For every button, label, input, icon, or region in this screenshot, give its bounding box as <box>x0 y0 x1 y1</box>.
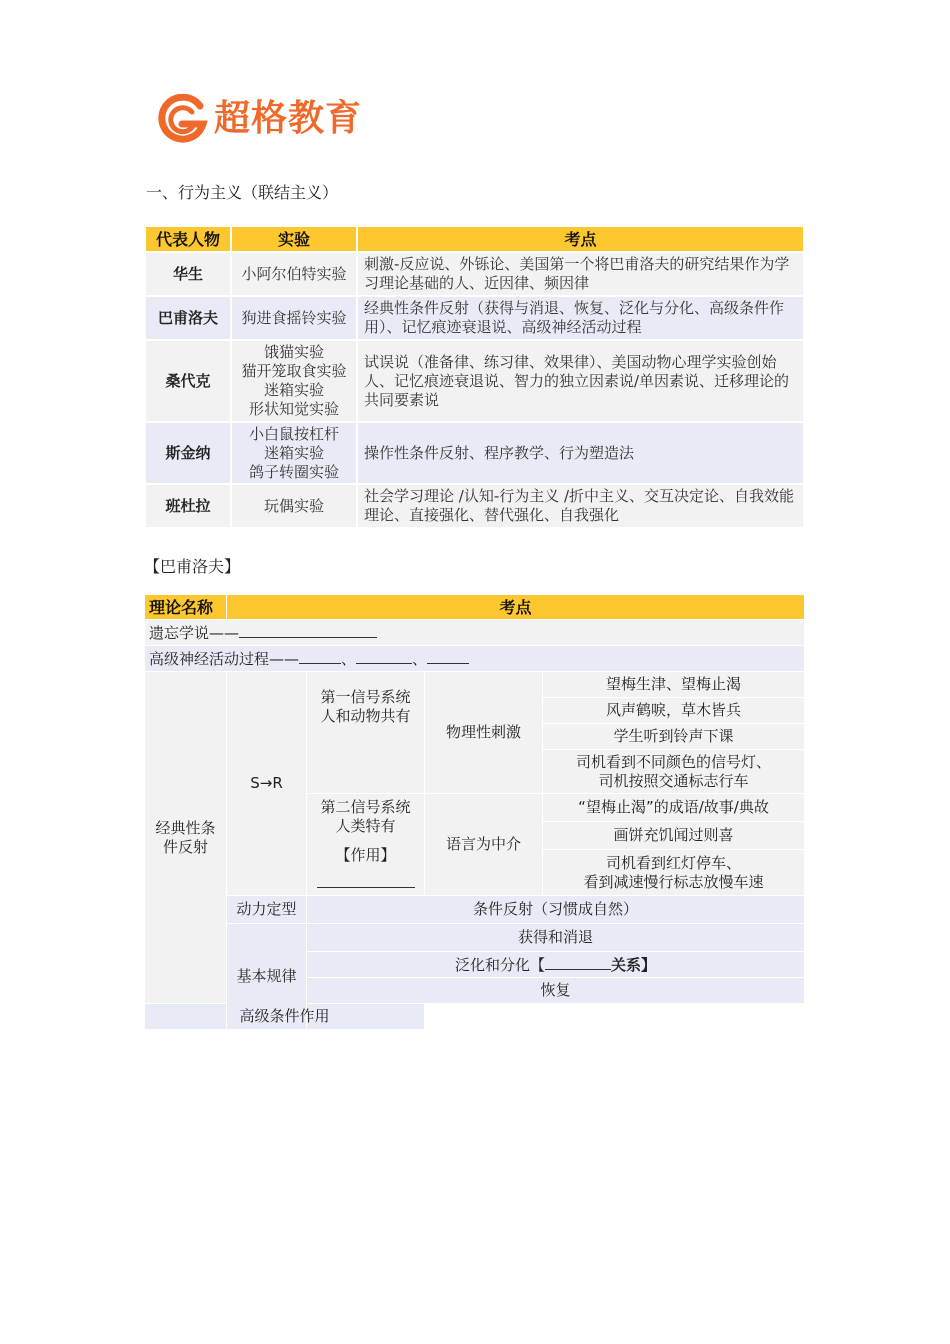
person-name: 巴甫洛夫 <box>145 296 231 340</box>
stimulus-response-label: S→R <box>227 672 307 896</box>
fill-blank <box>239 623 377 638</box>
table-row <box>145 672 805 698</box>
brand-logo <box>156 94 362 144</box>
basic-law-item: 获得和消退 <box>307 924 805 952</box>
table-row <box>145 620 805 646</box>
separator: 、 <box>341 649 357 668</box>
fill-blank <box>356 649 412 664</box>
physical-stimulus: 物理性刺激 <box>425 672 543 794</box>
person-name: 斯金纳 <box>145 422 231 484</box>
table-header-row <box>145 595 805 620</box>
experiment-item: 饿猫实验 <box>263 343 324 361</box>
brand-name: 超格教育 <box>214 98 363 139</box>
example-item: 风声鹤唳，草木皆兵 <box>543 698 805 724</box>
table-row <box>145 646 805 672</box>
table-row <box>145 340 804 422</box>
person-name: 桑代克 <box>145 340 231 422</box>
example-line: 看到减速慢行标志放慢车速 <box>583 872 764 891</box>
section-heading-pavlov: 【巴甫洛夫】 <box>144 557 241 576</box>
header-person: 代表人物 <box>145 226 231 252</box>
generalization-suffix: 关系】 <box>611 955 657 974</box>
table-row <box>145 422 804 484</box>
experiment-item: 狗进食摇铃实验 <box>241 308 347 327</box>
generalization-prefix: 泛化和分化【 <box>454 955 545 974</box>
fill-blank <box>299 649 341 664</box>
fill-blank <box>317 873 415 888</box>
experiment-item: 小白鼠按杠杆 <box>248 424 339 443</box>
experiment-item: 鸽子转圈实验 <box>248 462 339 481</box>
dynamic-stereotype-value: 条件反射（习惯成自然） <box>307 896 805 924</box>
forgetting-theory-row <box>145 620 805 646</box>
table-header-row <box>145 226 804 252</box>
second-signal-title: 第二信号系统 <box>320 798 411 816</box>
table-row <box>145 484 804 528</box>
behaviorism-table <box>144 225 805 529</box>
basic-laws-label: 基本规律 <box>227 924 307 1030</box>
experiment-cell <box>231 252 357 296</box>
higher-nervous-label: 高级神经活动过程—— <box>149 649 300 668</box>
basic-law-item <box>307 952 805 978</box>
example-line: 司机看到不同颜色的信号灯、 <box>576 752 772 771</box>
table-row <box>145 296 804 340</box>
experiment-item: 玩偶实验 <box>263 496 324 515</box>
example-line: 司机按照交通标志行车 <box>598 771 749 790</box>
pavlov-table <box>144 594 805 1030</box>
second-signal-desc: 人类特有 <box>335 817 396 835</box>
points-cell: 试误说（准备律、练习律、效果律）、美国动物心理学实验创始人、记忆痕迹衰退说、智力的独立因素说/单因素说、迁移理论的共同要素说 <box>357 340 804 422</box>
header-points: 考点 <box>357 226 804 252</box>
language-medium: 语言为中介 <box>425 794 543 896</box>
fill-blank <box>545 955 611 970</box>
experiment-item: 迷箱实验 <box>263 381 324 399</box>
letter-g-logo-icon <box>156 94 208 144</box>
first-signal-system <box>307 672 425 794</box>
table-row <box>145 252 804 296</box>
example-item <box>543 850 805 896</box>
example-item <box>543 750 805 794</box>
points-cell: 刺激-反应说、外铄论、美国第一个将巴甫洛夫的研究结果作为学习理论基础的人、近因律、频因律 <box>357 252 804 296</box>
dynamic-stereotype-label: 动力定型 <box>227 896 307 924</box>
first-signal-title: 第一信号系统 <box>320 688 411 706</box>
forgetting-theory-label: 遗忘学说—— <box>149 623 240 642</box>
example-item: “望梅止渴”的成语/故事/典故 <box>543 794 805 822</box>
person-name: 班杜拉 <box>145 484 231 528</box>
points-cell: 操作性条件反射、程序教学、行为塑造法 <box>357 422 804 484</box>
example-line: 司机看到红灯停车、 <box>606 853 742 872</box>
table-row <box>145 924 805 952</box>
example-item: 望梅生津、望梅止渴 <box>543 672 805 698</box>
role-label: 【作用】 <box>335 846 396 864</box>
header-theory-name: 理论名称 <box>145 595 227 620</box>
experiment-item: 猫开笼取食实验 <box>241 362 347 380</box>
fill-blank <box>427 649 469 664</box>
basic-law-item: 恢复 <box>307 978 805 1004</box>
example-item: 学生听到铃声下课 <box>543 724 805 750</box>
table-row <box>145 896 805 924</box>
separator: 、 <box>412 649 428 668</box>
table-row <box>145 1004 805 1030</box>
section-heading-behaviorism: 一、行为主义（联结主义） <box>146 183 339 202</box>
classical-conditioning-label: 经典性条件反射 <box>145 672 227 1004</box>
second-signal-system <box>307 794 425 896</box>
experiment-item: 小阿尔伯特实验 <box>241 264 347 283</box>
experiment-cell <box>231 422 357 484</box>
person-name: 华生 <box>145 252 231 296</box>
experiment-cell <box>231 340 357 422</box>
higher-nervous-row <box>145 646 805 672</box>
experiment-cell <box>231 296 357 340</box>
first-signal-desc: 人和动物共有 <box>320 707 411 725</box>
points-cell: 经典性条件反射（获得与消退、恢复、泛化与分化、高级条件作用）、记忆痕迹衰退说、高级神经活动过程 <box>357 296 804 340</box>
points-cell: 社会学习理论 /认知-行为主义 /折中主义、交互决定论、自我效能理论、直接强化、替代强化、自我强化 <box>357 484 804 528</box>
experiment-item: 迷箱实验 <box>263 443 324 462</box>
example-item: 画饼充饥闻过则喜 <box>543 822 805 850</box>
basic-law-item: 高级条件作用 <box>145 1004 425 1030</box>
experiment-cell <box>231 484 357 528</box>
experiment-item: 形状知觉实验 <box>248 400 339 418</box>
header-experiment: 实验 <box>231 226 357 252</box>
header-points: 考点 <box>227 595 805 620</box>
